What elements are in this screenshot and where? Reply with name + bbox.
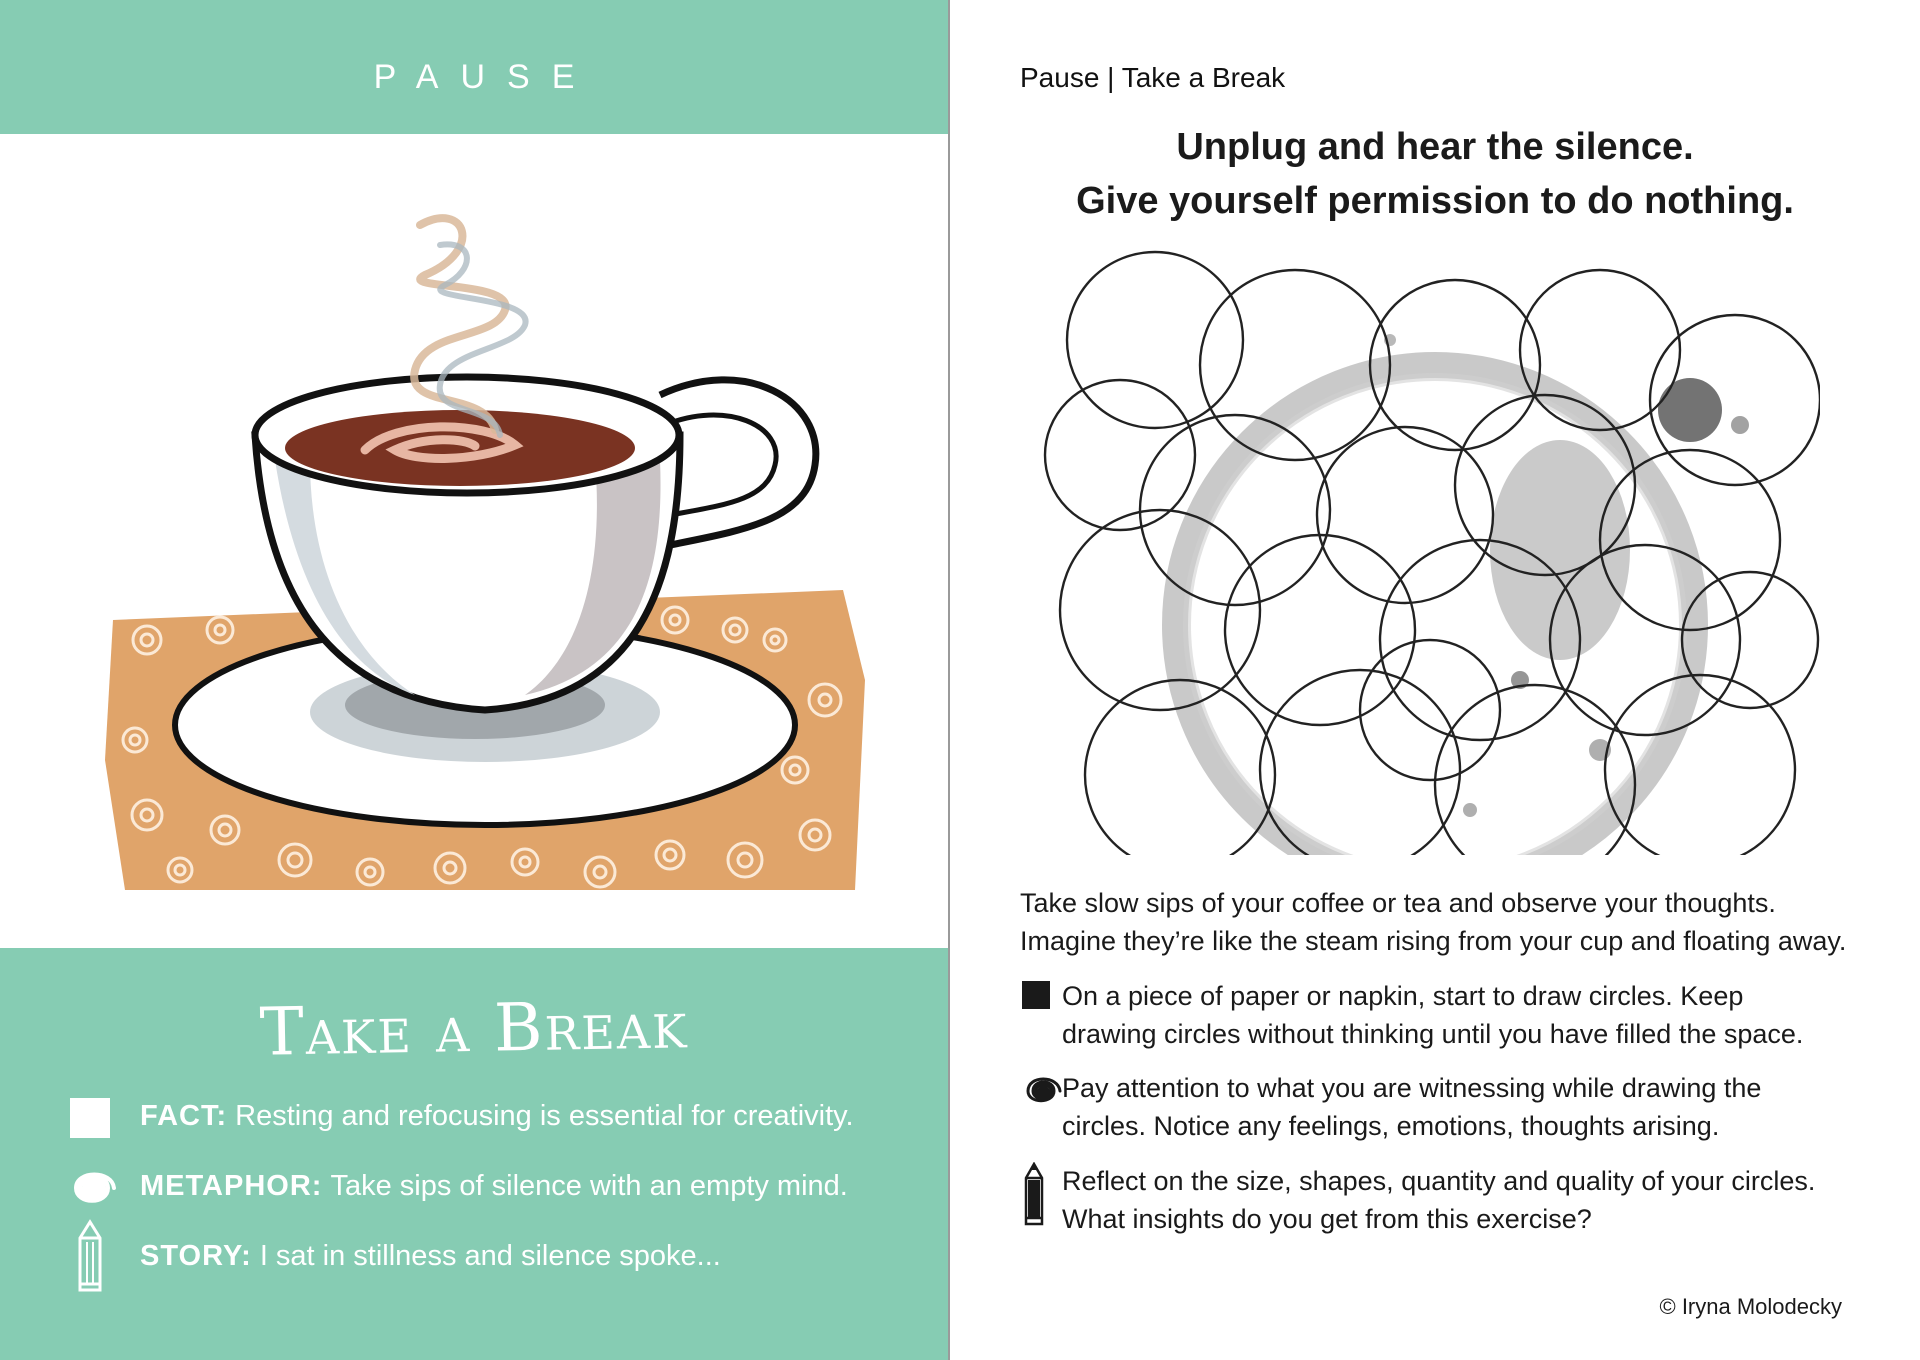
square-icon xyxy=(1020,977,1064,1037)
metaphor-label: METAPHOR: xyxy=(140,1170,323,1202)
card-info-band xyxy=(0,948,948,1360)
spiral-icon xyxy=(58,1158,128,1218)
copyright: © Iryna Molodecky xyxy=(1659,1294,1842,1319)
coffee xyxy=(285,410,635,486)
metaphor-text: Take sips of silence with an empty mind. xyxy=(330,1170,848,1202)
story-text: I sat in stillness and silence spoke... xyxy=(259,1240,721,1272)
step-3-line-1: Reflect on the size, shapes, quantity and quality of your circles. xyxy=(1062,1166,1816,1196)
fact-text: Resting and refocusing is essential for creativity. xyxy=(235,1100,854,1132)
coffee-cup-illustration xyxy=(95,200,875,900)
step-1-line-1: On a piece of paper or napkin, start to draw circles. Keep xyxy=(1062,981,1744,1011)
step-item xyxy=(1020,1162,1890,1252)
hand-drawn-circles xyxy=(1045,252,1820,855)
story-row xyxy=(0,1218,948,1298)
headline-line-2: Give yourself permission to do nothing. xyxy=(1076,180,1794,222)
step-item xyxy=(1020,977,1890,1067)
pencil-icon xyxy=(1020,1162,1064,1232)
step-2-line-1: Pay attention to what you are witnessing while drawing the xyxy=(1062,1073,1762,1103)
story-label: STORY: xyxy=(140,1240,252,1272)
breadcrumb: Pause | Take a Break xyxy=(1020,62,1286,93)
spiral-icon xyxy=(1020,1069,1064,1129)
headline xyxy=(950,120,1920,228)
headline-line-1: Unplug and hear the silence. xyxy=(1176,126,1694,168)
card-title: Take a Break xyxy=(259,986,689,1071)
circle-drawing xyxy=(1040,250,1820,855)
step-3-line-2: What insights do you get from this exercise? xyxy=(1062,1204,1592,1234)
card-front xyxy=(0,0,950,1360)
intro-line-1: Take slow sips of your coffee or tea and observe your thoughts. xyxy=(1020,888,1776,918)
category-band xyxy=(0,0,948,134)
intro-paragraph xyxy=(1020,884,1880,960)
fact-label: FACT: xyxy=(140,1100,228,1132)
step-item xyxy=(1020,1069,1890,1159)
metaphor-row xyxy=(0,1158,948,1218)
square-icon xyxy=(58,1088,128,1148)
fact-row xyxy=(0,1088,948,1148)
card-back xyxy=(950,0,1920,1360)
intro-line-2: Imagine they’re like the steam rising from your cup and floating away. xyxy=(1020,926,1847,956)
category-label: PAUSE xyxy=(373,58,597,96)
step-1-line-2: drawing circles without thinking until you have filled the space. xyxy=(1062,1019,1804,1049)
pencil-icon xyxy=(58,1218,128,1298)
step-2-line-2: circles. Notice any feelings, emotions, thoughts arising. xyxy=(1062,1111,1720,1141)
